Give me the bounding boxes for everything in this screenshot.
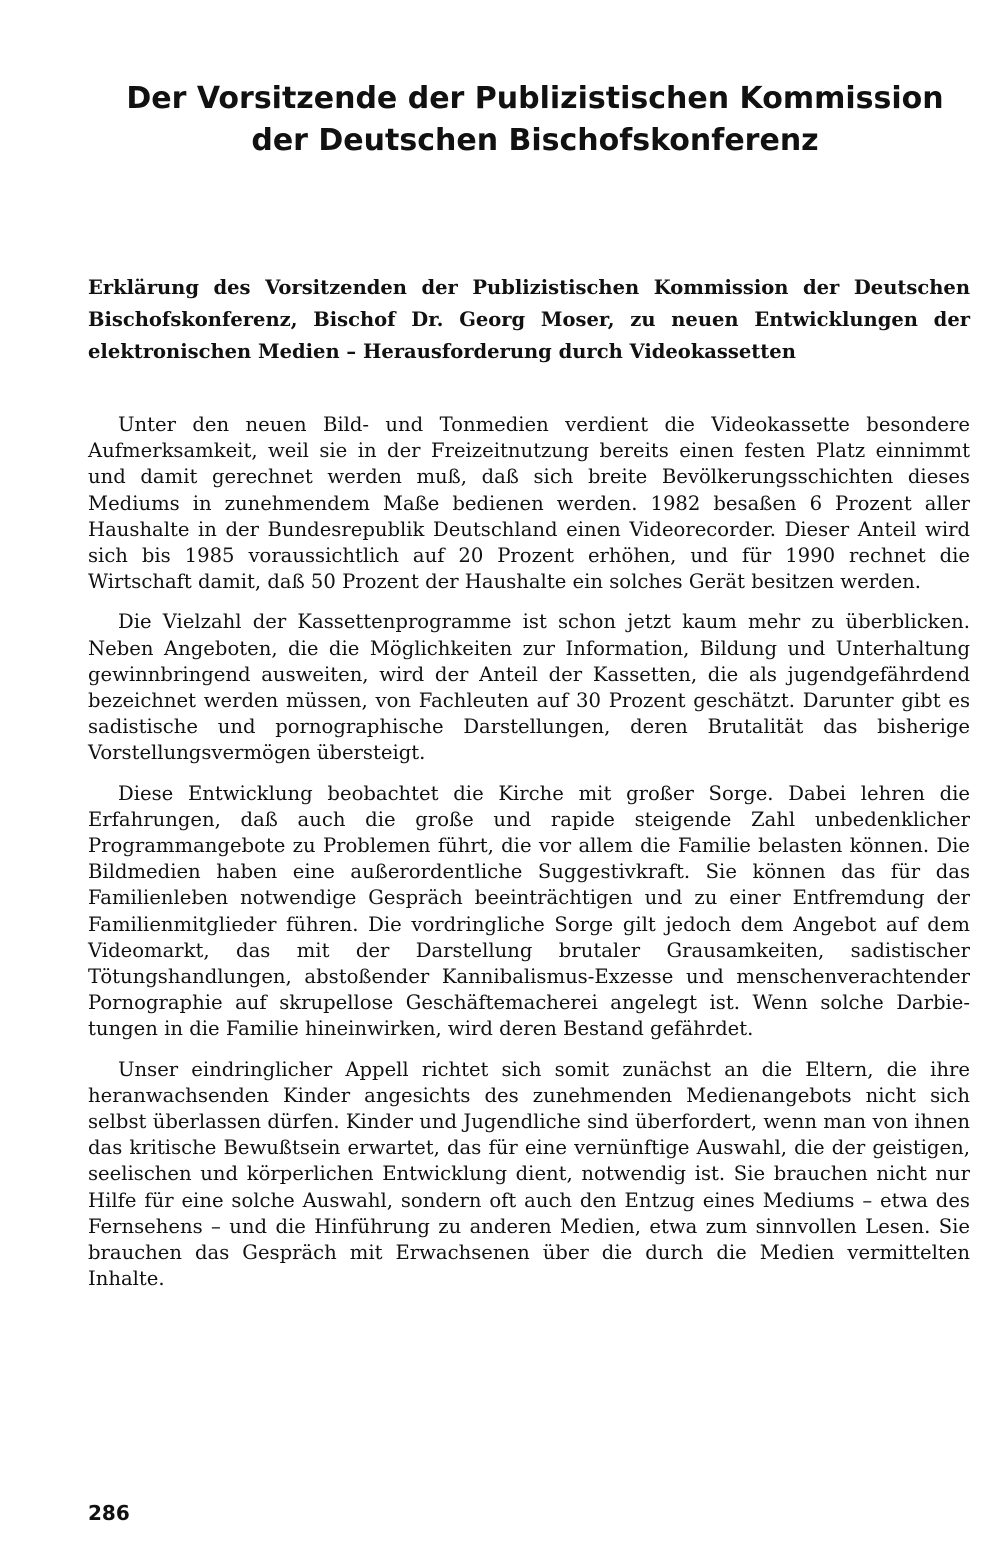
statement-heading: Erklärung des Vorsitzenden der Publizistischen Kommission der Deutschen Bischofskonferenz, Bischof Dr. Georg Moser, zu neuen Entwicklungen der elektronischen Medien – Herausforderung durch Videokassetten bbox=[88, 276, 970, 363]
title-line-1: Der Vorsitzende der Publizistischen Kommission bbox=[126, 81, 944, 116]
page-title bbox=[60, 78, 1000, 162]
title-line-2: der Deutschen Bischofskonferenz bbox=[251, 123, 819, 158]
paragraph-4: Unser eindringlicher Appell richtet sich somit zunächst an die Eltern, die ihre heranwachsenden Kinder angesichts des zunehmenden Medienangebots nicht sich selbst überlassen dürfen. Kinder und Jugendliche sind überfordert, wenn man von ihnen das kritische Bewußtsein erwartet, das für eine vernünftige Auswahl, die der geistigen, seelischen und körperlichen Entwicklung dient, notwendig ist. Sie brauchen nicht nur Hilfe für eine solche Auswahl, sondern oft auch den Entzug eines Mediums – etwa des Fernsehens – und die Hinführung zu anderen Medien, etwa zum sinnvollen Lesen. Sie brauchen das Gespräch mit Erwachsenen über die durch die Medien vermittelten Inhalte. bbox=[88, 1057, 970, 1291]
body-text bbox=[88, 412, 970, 1307]
page-number: 286 bbox=[88, 1501, 130, 1525]
paragraph-2: Die Vielzahl der Kassettenprogramme ist schon jetzt kaum mehr zu überblicken. Neben Angeboten, die die Möglichkeiten zur Information, Bildung und Unterhaltung gewinnbringend ausweiten, wird der Anteil der Kassetten, die als jugendgefährdend bezeichnet werden müssen, von Fachleuten auf 30 Prozent geschätzt. Darunter gibt es sadistische und pornographische Darstellungen, deren Brutalität das bisherige Vorstellungsvermögen übersteigt. bbox=[88, 610, 970, 765]
paragraph-3: Diese Entwicklung beobachtet die Kirche mit großer Sorge. Dabei lehren die Erfahrungen, daß auch die große und rapide steigende Zahl unbedenklicher Programmangebote zu Problemen führt, die vor allem die Familie belasten können. Die Bildmedien haben eine außerordentliche Suggestivkraft. Sie können das für das Familienleben notwendige Gespräch beeinträchtigen und zu einer Entfremdung der Familienmitglieder führen. Die vordringliche Sorge gilt jedoch dem Angebot auf dem Videomarkt, das mit der Darstellung brutaler Grausamkeiten, sadistischer Tötungshandlungen, abstoßender Kannibalismus-Exzesse und menschenverachtender Pornographie auf skrupellose Geschäftemacherei angelegt ist. Wenn solche Darbietungen in die Familie hineinwirken, wird deren Bestand gefährdet. bbox=[88, 781, 970, 1041]
paragraph-1: Unter den neuen Bild- und Tonmedien verdient die Videokassette besondere Aufmerksamkeit, weil sie in der Freizeitnutzung bereits einen festen Platz einnimmt und damit gerechnet werden muß, daß sich breite Bevölkerungsschichten dieses Mediums in zunehmendem Maße bedienen werden. 1982 besaßen 6 Prozent aller Haushalte in der Bundesrepublik Deutschland einen Videorecorder. Dieser Anteil wird sich bis 1985 voraussichtlich auf 20 Prozent erhöhen, und für 1990 rechnet die Wirtschaft damit, daß 50 Prozent der Haushalte ein solches Gerät besitzen werden. bbox=[88, 413, 970, 594]
